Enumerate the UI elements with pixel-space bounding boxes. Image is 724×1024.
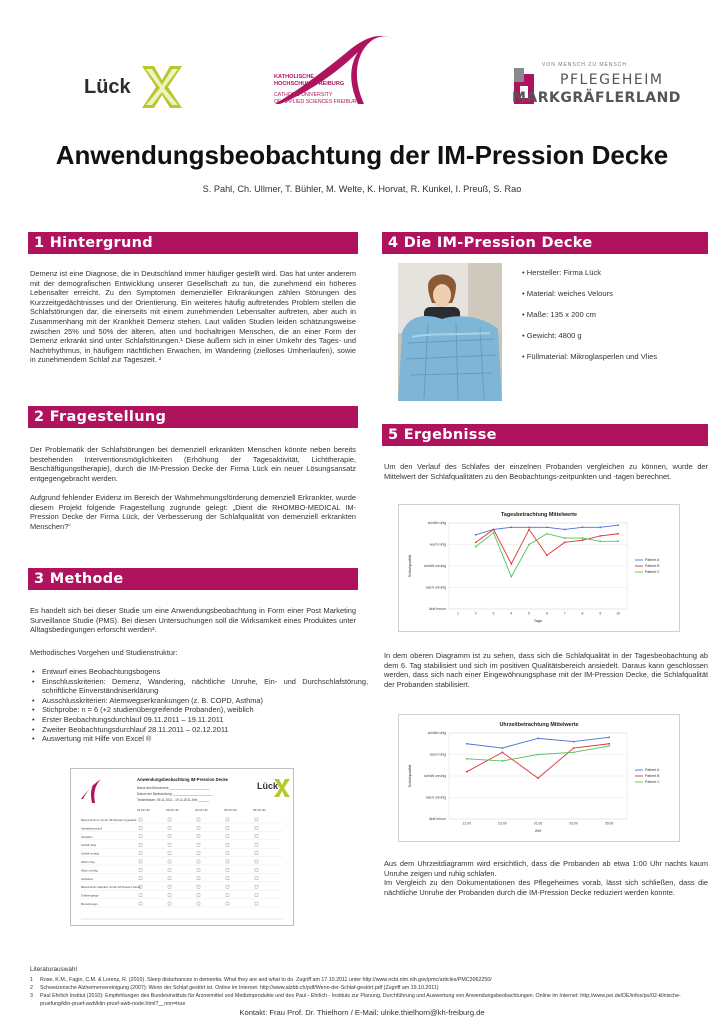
data-point — [617, 540, 619, 542]
form-row-label: Bewohner/in ist mit der IM-Pression zugedeckt — [81, 819, 137, 822]
x-tick-label: 03:00 — [569, 821, 578, 826]
form-checkbox — [168, 894, 171, 897]
data-point — [608, 736, 610, 738]
form-checkbox — [139, 835, 142, 838]
section-fragestellung-heading: 2 Fragestellung — [28, 406, 358, 428]
form-checkbox — [197, 894, 200, 897]
data-point — [493, 532, 495, 534]
section-methode-p1: Es handelt sich bei dieser Studie um eine Anwendungsbeobachtung in Form einer Post Marketing Surveillance Studie (PMS). Bei diesen Untersuchungen soll die Wirksamkeit eines Produktes unter Alltagsbedingungen erforscht werden³. — [30, 606, 356, 635]
observation-form-image — [70, 768, 294, 926]
x-tick-label: 8 — [581, 611, 584, 616]
form-checkbox — [255, 894, 258, 897]
blanket-photo — [398, 263, 502, 401]
x-tick-label: 9 — [599, 611, 602, 616]
data-point — [475, 534, 477, 536]
x-axis-label: Zeit — [534, 829, 542, 833]
methode-item: • Zweiter Beobachtungsdurchlauf 28.11.2011 – 02.12.2011 — [42, 725, 368, 735]
form-checkbox — [197, 835, 200, 838]
legend-label: Patient C — [645, 570, 660, 575]
data-point — [528, 526, 530, 528]
form-checkbox — [197, 902, 200, 905]
khf-line-3: CATHOLIC UNIVERSITY — [274, 92, 333, 98]
legend-label: Patient B — [645, 774, 660, 779]
form-checkbox — [255, 818, 258, 821]
form-checkbox — [197, 818, 200, 821]
form-checkbox — [168, 818, 171, 821]
form-checkbox — [197, 843, 200, 846]
data-point — [582, 537, 584, 539]
form-time-label: 05:00 Uhr — [253, 808, 267, 812]
methode-item: • Auswertung mit Hilfe von Excel ® — [42, 734, 368, 744]
decke-item: • Gewicht: 4800 g — [522, 331, 582, 340]
data-point — [573, 741, 575, 743]
form-checkbox — [255, 877, 258, 880]
form-time-label: 03:00 Uhr — [224, 808, 238, 812]
section-ergebnisse-p1: Um den Verlauf des Schlafes der einzelnen Probanden vergleichen zu können, wurde der Mittelwert der Schlafqualitäten zu den Beobachtungs-zeitpunkten und -tagen berechnet. — [384, 462, 708, 481]
data-point — [546, 554, 548, 556]
form-checkbox — [139, 894, 142, 897]
data-point — [510, 563, 512, 565]
form-row-label: Bewohner/in zudecken mit der IM-Pression Decke — [81, 886, 141, 890]
pflegeheim-slogan: VON MENSCH ZU MENSCH — [542, 62, 628, 68]
form-checkbox — [226, 826, 229, 829]
form-checkbox — [139, 852, 142, 855]
x-tick-label: 23:00 — [498, 821, 507, 826]
x-tick-label: 05:00 — [604, 821, 614, 826]
form-checkbox — [226, 902, 229, 905]
section-hintergrund-heading: 1 Hintergrund — [28, 232, 358, 254]
form-time-label: 23:00 Uhr — [166, 808, 180, 812]
data-point — [608, 743, 610, 745]
pflegeheim-name-1: PFLEGEHEIM — [560, 72, 664, 88]
form-checkbox — [255, 843, 258, 846]
x-tick-label: 2 — [474, 611, 477, 616]
section-methode-p2: Methodisches Vorgehen und Studienstruktur: — [30, 648, 178, 657]
x-tick-label: 7 — [563, 611, 566, 616]
y-tick-label: schläft ruhig — [427, 731, 446, 736]
form-checkbox — [226, 818, 229, 821]
data-point — [599, 526, 601, 528]
form-checkbox — [255, 885, 258, 888]
form-row-label: Toilettengänge — [81, 894, 99, 898]
form-checkbox — [168, 868, 171, 871]
data-point — [582, 539, 584, 541]
data-point — [564, 537, 566, 539]
decke-item: • Hersteller: Firma Lück — [522, 268, 602, 277]
form-checkbox — [255, 835, 258, 838]
data-point — [599, 535, 601, 537]
form-row-label: Schläft unruhig — [81, 852, 99, 856]
khf-line-2: HOCHSCHULE FREIBURG — [274, 81, 345, 88]
legend-label: Patient B — [645, 564, 660, 569]
methode-list — [30, 667, 368, 744]
chart-uhrzeitbetrachtung — [398, 714, 680, 842]
form-checkbox — [197, 885, 200, 888]
decke-item: • Material: weiches Velours — [522, 289, 613, 298]
reference-text: Schweizerische Alzheimervereinigung (2007): Wenn der Schlaf gestört ist. Online im Internet: http://www.alzbb.ch/pdf/Wenn-der-Schlaf-gestört.pdf (Zugriff am 19.10.2011) — [40, 985, 439, 991]
legend-label: Patient C — [645, 780, 660, 785]
data-point — [502, 751, 504, 753]
methode-item: • Einschlusskriterien: Demenz, Wandering, nächtliche Unruhe, Ein- und Durchschlafstörung, schriftliche Einverständniserklärung — [42, 677, 368, 696]
form-checkbox — [168, 877, 171, 880]
data-point — [537, 777, 539, 779]
y-tick-label: schläft ruhig — [427, 521, 446, 526]
data-point — [564, 529, 566, 531]
form-checkbox — [139, 877, 142, 880]
chart-title: Tagesbetrachtung Mittelwerte — [501, 512, 577, 518]
form-checkbox — [255, 826, 258, 829]
reference-item: 3 Paul Ehrlich Institut (2010): Empfehlungen des Bundesinstituts für Arzneimittel und Medizinprodukte und des Paul - Ehrlich - Instituts zur Planung, Durchführung und Auswertung von Anwendungsbeobachtungen. Online im Internet: http://www.pei.de/DE/infos/pu/02-klinische-pruefung/klin-pruef-awb/klin-pruef-awb-node.html?__nnn=true — [30, 992, 710, 1008]
form-checkbox — [139, 818, 142, 821]
form-checkbox — [197, 868, 200, 871]
form-row-label: Schläft ruhig — [81, 844, 96, 848]
section-fragestellung-p2: Aufgrund fehlender Evidenz im Bereich der Wahrnehmungsförderung demenziell Erkrankter, wurde diesem Projekt folgende Fragestellung zugrunde gelegt: „Dient die RHOMBO-MEDICAL IM-Pression Decke der Firma Lück, der Verbesserung der Schlafqualität von demenziell erkrankten Menschen?“ — [30, 493, 356, 531]
form-checkbox — [168, 885, 171, 888]
data-point — [502, 760, 504, 762]
form-time-label: 21:00 Uhr — [137, 808, 151, 812]
data-point — [582, 526, 584, 528]
x-tick-label: 4 — [510, 611, 513, 616]
data-point — [528, 529, 530, 531]
pflegeheim-logo — [508, 60, 681, 112]
y-tick-label: wach unruhig — [425, 795, 446, 800]
section-ergebnisse-p3: Aus dem Uhrzeitdiagramm wird ersichtlich, dass die Probanden ab etwa 1:00 Uhr nachts kaum Unruhe zeigen und ruhig schlafen. Im Vergleich zu den Dokumentationen des Pflegeheimes vorab, lässt sich schließen, dass die nächtliche Unruhe der Probanden durch die IM-Pression Decke reduziert werden konnte. — [384, 859, 708, 897]
lueck-logo-text: Lück — [84, 76, 131, 98]
data-point — [537, 737, 539, 739]
data-point — [564, 541, 566, 543]
form-field-label: Testzeitraum: 09.11.2011 - 19.11.2011 Zeit: ______ — [137, 798, 210, 802]
data-point — [599, 540, 601, 542]
form-field-label: Name des Bewohners: ______________________ — [137, 786, 210, 790]
chart-tagesbetrachtung — [398, 504, 680, 632]
y-tick-label: schläft unruhig — [423, 564, 446, 569]
data-point — [475, 541, 477, 543]
form-lueck-logo: Lück — [257, 781, 279, 791]
section-ergebnisse-heading: 5 Ergebnisse — [382, 424, 708, 446]
lueck-logo — [84, 60, 184, 110]
form-checkbox — [139, 868, 142, 871]
x-tick-label: 01:00 — [533, 821, 543, 826]
decke-item: • Maße: 135 x 200 cm — [522, 310, 596, 319]
form-checkbox — [168, 826, 171, 829]
form-row-label: Aufstehen — [81, 877, 94, 881]
data-point — [573, 747, 575, 749]
x-axis-label: Tage — [533, 619, 543, 623]
x-tick-label: 21:00 — [462, 821, 472, 826]
form-row-label: Wach unruhig — [81, 869, 98, 873]
form-checkbox — [139, 843, 142, 846]
y-tick-label: wach ruhig — [429, 542, 446, 547]
references — [30, 966, 710, 1008]
form-row-label: Aktivitätsprotokoll — [81, 827, 102, 831]
references-heading: Literaturauswahl — [30, 966, 77, 973]
form-checkbox — [139, 826, 142, 829]
form-title: Anwendungsbeobachtung IM-Pression Decke — [137, 777, 228, 782]
form-checkbox — [197, 826, 200, 829]
section-ergebnisse-p2: In dem oberen Diagramm ist zu sehen, dass sich die Schlafqualität in der Tagesbeobachtung ab dem 6. Tag stabilisiert und sich im positiven Qualitätsbereich ansiedelt. Daraus kann geschlossen werden, dass sich nach einer Eingewöhnungsphase mit der IM-Pression Decke, die Schlafqualität der Probanden stabilisiert. — [384, 651, 708, 689]
form-checkbox — [226, 835, 229, 838]
data-point — [493, 529, 495, 531]
form-khf-swoosh-icon — [81, 779, 101, 803]
data-point — [546, 526, 548, 528]
section-decke-heading: 4 Die IM-Pression Decke — [382, 232, 708, 254]
data-point — [608, 745, 610, 747]
data-point — [510, 576, 512, 578]
reference-text: Paul Ehrlich Institut (2010): Empfehlungen des Bundesinstituts für Arzneimittel und Medizinprodukte und des Paul - Ehrlich - Instituts zur Planung, Durchführung und Auswertung von Anwendungsbeobachtungen. Online im Internet: http://www.pei.de/DE/infos/pu/02-klinische-pruefung/klin-pruef-awb/klin-pruef-awb-node.html?__nnn=true — [40, 993, 681, 1007]
form-row-label: Wach ruhig — [81, 861, 95, 864]
khf-line-4: OF APPLIED SCIENCES FREIBURG — [274, 98, 361, 105]
poster-authors: S. Pahl, Ch. Ullmer, T. Bühler, M. Welte, K. Horvat, R. Kunkel, I. Preuß, S. Rao — [202, 184, 522, 194]
section-methode-heading: 3 Methode — [28, 568, 358, 590]
x-tick-label: 6 — [545, 611, 548, 616]
y-tick-label: läuft herum — [429, 607, 446, 612]
form-checkbox — [226, 843, 229, 846]
form-checkbox — [255, 868, 258, 871]
legend-label: Patient A — [645, 768, 660, 773]
form-checkbox — [139, 860, 142, 863]
form-checkbox — [226, 885, 229, 888]
form-checkbox — [255, 860, 258, 863]
pflegeheim-name-2: MARKGRÄFLERLAND — [512, 90, 681, 106]
y-tick-label: schläft unruhig — [423, 774, 446, 779]
data-point — [510, 526, 512, 528]
data-point — [502, 747, 504, 749]
form-checkbox — [226, 860, 229, 863]
reference-item: 1 Rose, K.M., Fagin, C.M. & Lorenz, R. (2010). Sleep disturbances in dementia. What they are and what to do. Zugriff am 17.10.2011 unter http://www.ncbi.nlm.nih.gov/pmc/articles/PMC3062250/ — [30, 976, 710, 984]
data-point — [573, 751, 575, 753]
data-point — [617, 524, 619, 526]
form-checkbox — [197, 877, 200, 880]
data-point — [617, 533, 619, 535]
form-checkbox — [226, 868, 229, 871]
data-point — [528, 544, 530, 546]
x-tick-label: 3 — [492, 611, 495, 616]
form-checkbox — [226, 852, 229, 855]
form-checkbox — [226, 877, 229, 880]
khf-line-1: KATHOLISCHE — [274, 74, 314, 80]
reference-item: 2 Schweizerische Alzheimervereinigung (2007): Wenn der Schlaf gestört ist. Online im Internet: http://www.alzbb.ch/pdf/Wenn-der-Schlaf-gestört.pdf (Zugriff am 19.10.2011) — [30, 984, 710, 992]
form-checkbox — [255, 902, 258, 905]
form-checkbox — [226, 894, 229, 897]
chart-title: Uhrzeitbetrachtung Mittelwerte — [499, 722, 579, 728]
methode-item: • Entwurf eines Beobachtungsbogens — [42, 667, 368, 677]
decke-item: • Füllmaterial: Mikroglasperlen und Vlies — [522, 352, 658, 361]
x-tick-label: 1 — [456, 611, 459, 616]
reference-text: Rose, K.M., Fagin, C.M. & Lorenz, R. (2010). Sleep disturbances in dementia. What they are and what to do. Zugriff am 17.10.2011 unter http://www.ncbi.nlm.nih.gov/pmc/articles/PMC3062250/ — [40, 977, 492, 983]
data-point — [475, 546, 477, 548]
form-row-label: Verhalten — [81, 835, 93, 839]
poster-title: Anwendungsbeobachtung der IM-Pression Decke — [55, 140, 669, 170]
data-point — [466, 743, 468, 745]
form-checkbox — [168, 860, 171, 863]
form-checkbox — [168, 843, 171, 846]
y-tick-label: wach unruhig — [425, 585, 446, 590]
section-hintergrund-text: Demenz ist eine Diagnose, die in Deutschland immer häufiger gestellt wird. Das hat unter anderem mit der demografischen Entwicklung unserer Gesellschaft zu tun, die zunehmend ein höheres Lebensalter erreicht. Zu den Symptomen demenzieller Erkrankungen zählen Störungen des Kurzzeitgedächtnisses und der Orientierung. Ein weiteres häufig auftretendes Problem stellen die Schlafstörungen dar, die einerseits mit einem zunehmenden Lebensalter auftreten, aber auch in Zusammenhang mit der Krankheit Demenz stehen. Laut validen Studien leiden schätzungsweise zwischen 25% und 50% der älteren, alten und hochaltrigen Menschen, die an einer Form der Demenz erkrankt sind unter Schlafstörungen.¹ Diese äußern sich in einer Umkehr des Tages- und Nachtrhythmus, in häufigem nächtlichen Erwachen, im Wandering (zielloses Umherlaufen), sowie in zunehmendem Schlaf zur Tageszeit. ² — [30, 269, 356, 365]
y-tick-label: wach ruhig — [429, 752, 446, 757]
methode-item: • Erster Beobachtungsdurchlauf 09.11.2011 – 19.11.2011 — [42, 715, 368, 725]
khf-logo — [270, 26, 420, 136]
x-tick-label: 10 — [616, 611, 620, 616]
data-point — [466, 758, 468, 760]
form-checkbox — [197, 852, 200, 855]
contact: Kontakt: Frau Prof. Dr. Thielhorn / E-Mail: ulrike.thielhorn@kh-freiburg.de — [239, 1008, 485, 1017]
data-point — [546, 533, 548, 535]
form-checkbox — [255, 852, 258, 855]
form-field-label: Datum der Beobachtung: ______________________ — [137, 792, 213, 796]
form-checkbox — [168, 902, 171, 905]
y-axis-label: Schlafqualität — [408, 554, 412, 578]
form-checkbox — [197, 860, 200, 863]
x-tick-label: 5 — [528, 611, 531, 616]
legend-label: Patient A — [645, 558, 660, 563]
form-time-label: 01:00 Uhr — [195, 808, 209, 812]
y-axis-label: Schlafqualität — [408, 764, 412, 788]
form-checkbox — [139, 902, 142, 905]
section-fragestellung-p1: Der Problematik der Schlafstörungen bei demenziell erkrankten Menschen könnte neben bereits bestehenden Interventionsmöglichkeiten (Erhöhung der Tagesaktivität, Lichttherapie, Beschäftigungstherapie), durch die IM-Pression Decke der Firma Lück ein neuer Lösungsansatz entgegengebracht werden. — [30, 445, 356, 483]
form-checkbox — [168, 852, 171, 855]
data-point — [537, 754, 539, 756]
form-checkbox — [168, 835, 171, 838]
form-row-label: Bemerkungen — [81, 903, 98, 906]
y-tick-label: läuft herum — [429, 817, 446, 822]
methode-item: • Stichprobe: n = 6 (+2 studienübergreifende Probanden), weiblich — [42, 705, 368, 715]
data-point — [466, 771, 468, 773]
methode-item: • Ausschlusskriterien: Atemwegserkrankungen (z. B. COPD, Asthma) — [42, 696, 368, 706]
decke-properties — [522, 268, 702, 373]
